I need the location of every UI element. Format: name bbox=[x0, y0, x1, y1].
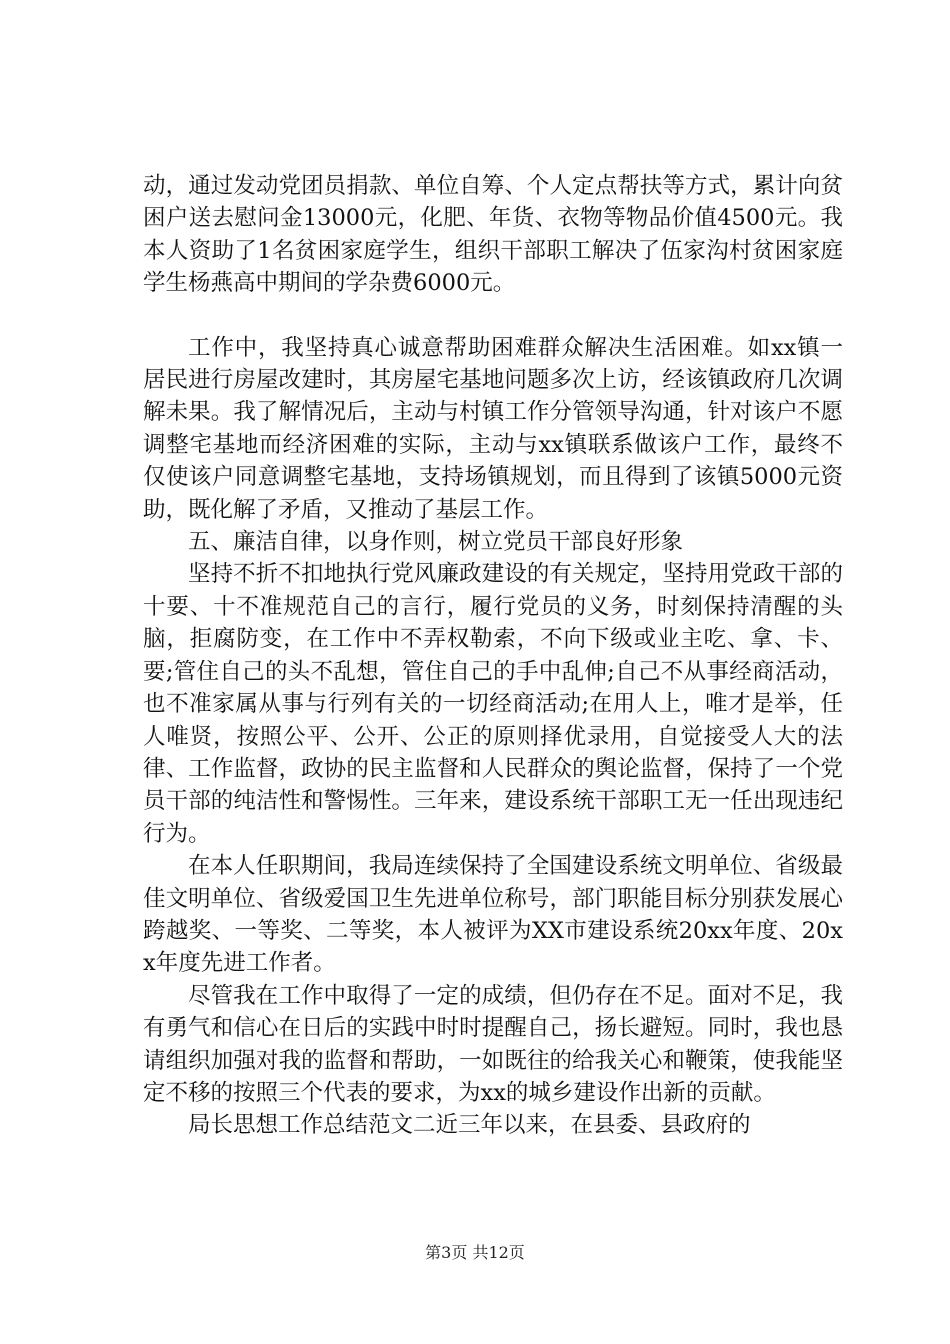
paragraph-second-sample-intro: 局长思想工作总结范文二近三年以来，在县委、县政府的 bbox=[188, 1112, 751, 1139]
paragraph-poverty-relief: 动，通过发动党团员捐款、单位自筹、个人定点帮扶等方式，累计向贫困户送去慰问金13000元，化肥、年货、衣物等物品价值4500元。我本人资助了1名贫困家庭学生，组织干部职工解决了伍家沟村贫困家庭学生杨燕高中期间的学杂费6000元。 bbox=[143, 173, 843, 297]
paragraph-resident-housing: 工作中，我坚持真心诚意帮助困难群众解决生活困难。如xx镇一居民进行房屋改建时，其房屋宅基地问题多次上访，经该镇政府几次调解未果。我了解情况后，主动与村镇工作分管领导沟通，针对该户不愿调整宅基地而经济困难的实际，主动与xx镇联系做该户工作，最终不仅使该户同意调整宅基地，支持场镇规划，而且得到了该镇5000元资助，既化解了矛盾，又推动了基层工作。 bbox=[143, 334, 843, 523]
paragraph-shortcomings: 尽管我在工作中取得了一定的成绩，但仍存在不足。面对不足，我有勇气和信心在日后的实践中时时提醒自己，扬长避短。同时，我也恳请组织加强对我的监督和帮助，一如既往的给我关心和鞭策，使我能坚定不移的按照三个代表的要求，为xx的城乡建设作出新的贡献。 bbox=[143, 982, 843, 1106]
paragraph-integrity-rules: 坚持不折不扣地执行党风廉政建设的有关规定，坚持用党政干部的十要、十不准规范自己的言行，履行党员的义务，时刻保持清醒的头脑，拒腐防变，在工作中不弄权勒索，不向下级或业主吃、拿、卡、要;管住自己的头不乱想，管住自己的手中乱伸;自己不从事经商活动，也不准家属从事与行列有关的一切经商活动;在用人上，唯才是举，任人唯贤，按照公平、公开、公正的原则择优录用，自觉接受人大的法律、工作监督，政协的民主监督和人民群众的舆论监督，保持了一个党员干部的纯洁性和警惕性。三年来，建设系统干部职工无一任出现违纪行为。 bbox=[143, 561, 843, 847]
page-number-footer: 第3页 共12页 bbox=[425, 1243, 525, 1262]
document-body bbox=[143, 170, 843, 1142]
section-heading-integrity: 五、廉洁自律，以身作则，树立党员干部良好形象 bbox=[188, 529, 684, 556]
paragraph-honors: 在本人任职期间，我局连续保持了全国建设系统文明单位、省级最佳文明单位、省级爱国卫生先进单位称号，部门职能目标分别获发展心跨越奖、一等奖、二等奖，本人被评为XX市建设系统20xx年度、20xx年度先进工作者。 bbox=[143, 853, 843, 977]
